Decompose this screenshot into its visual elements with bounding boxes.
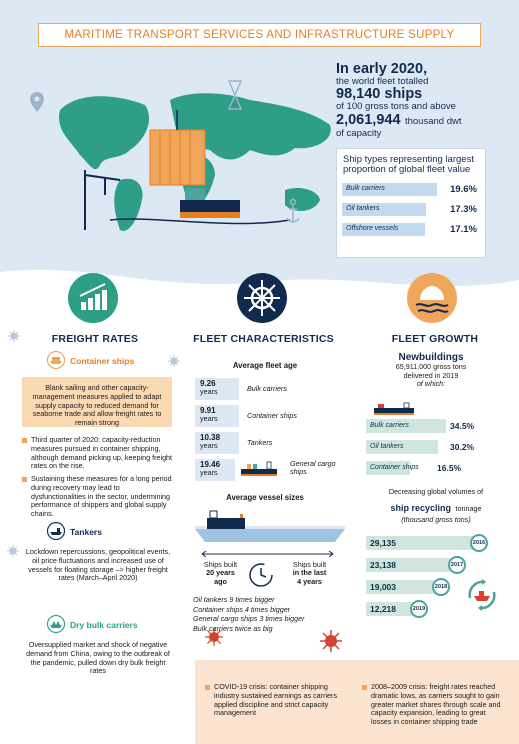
summary-lead: In early 2020,	[336, 61, 428, 77]
label-line: 4 years	[297, 576, 322, 586]
sunrise-sea-icon	[406, 272, 458, 324]
comparison-line: Oil tankers 9 times bigger	[193, 595, 275, 604]
tankers-text: Lockdown repercussions, geopolitical events, oil price fluctuations and increased use of vessels for floating storage –> higher freight rates (March–April 2020)	[25, 547, 171, 583]
location-pin-icon	[30, 92, 44, 112]
dry-bulk-text: Oversupplied market and shock of negative demand from China, owing to the outbreak of the pandemic, pulled down dry bulk freight rates	[26, 640, 170, 676]
freight-chart-icon	[67, 272, 119, 324]
ships-built-20-years-label	[198, 561, 243, 586]
summary-line: of 100 gross tons and above	[336, 101, 456, 113]
age-value: 9.26	[200, 379, 216, 388]
comparison-line: Container ships 4 times bigger	[193, 604, 291, 614]
double-arrow	[200, 551, 335, 557]
ship-type-row	[343, 203, 479, 216]
general-cargo-ship-icon	[239, 461, 279, 477]
ship-type-label: Oil tankers	[346, 204, 380, 212]
ship-type-row	[343, 223, 479, 236]
bullet-item: Sustaining these measures for a long period during recovery may lead to dysfunctionalities in the sector, undermining performance of shippers and global supply chains.	[22, 475, 174, 519]
recycling-year: 2018	[432, 578, 450, 596]
page-title-box	[38, 23, 481, 47]
recycling-year: 2017	[448, 556, 466, 574]
tanker-icon	[47, 522, 65, 540]
newbuild-value: 30.2%	[450, 442, 475, 452]
cargo-ship-icon	[180, 188, 240, 218]
newbuild-row	[366, 419, 496, 433]
time-cycle-icon	[247, 561, 275, 589]
vessel-size-comparisons	[193, 595, 343, 634]
bulk-carrier-icon	[47, 615, 65, 633]
fleet-age-row	[195, 432, 335, 454]
anchor-icon	[283, 198, 303, 226]
ship-type-value: 17.1%	[450, 223, 477, 235]
ship-type-label: Bulk carriers	[346, 184, 385, 192]
recycling-line: tonnage	[455, 503, 482, 513]
newbuildings-sub: delivered in 2019	[403, 370, 459, 380]
fleet-summary	[336, 62, 506, 139]
ship-count: 98,140 ships	[336, 86, 423, 103]
recycling-row	[366, 602, 428, 616]
recycling-line: ship recycling	[390, 502, 452, 513]
fleet-characteristics-heading: FLEET CHARACTERISTICS	[193, 333, 334, 345]
newbuild-label: Bulk carriers	[370, 422, 409, 429]
recycling-value: 19,003	[370, 582, 396, 592]
bullet-item: COVID-19 crisis: container shipping industry sustained earnings as carriers applied discipline and strict capacity management	[205, 683, 345, 718]
recycling-value: 12,218	[370, 604, 396, 614]
newbuildings-sub: 65,911,000 gross tons	[395, 362, 467, 371]
age-type: General cargo ships	[290, 459, 336, 476]
recycling-year: 2016	[470, 534, 488, 552]
recycling-year: 2019	[410, 600, 428, 618]
recycling-ship-icon	[464, 578, 500, 612]
ship-type-label: Offshore vessels	[346, 224, 399, 232]
age-type: Bulk carriers	[247, 384, 287, 393]
average-fleet-age-title: Average fleet age	[232, 361, 298, 370]
newbuild-value: 34.5%	[450, 421, 475, 431]
summary-line: of capacity	[336, 128, 382, 140]
newbuildings-title: Newbuildings	[398, 352, 464, 363]
newbuildings-block	[366, 352, 496, 389]
container-ships-box: Blank sailing and other capacity-management measures applied to adapt supply capacity to reduced demand for seaborne trade and allow freight rates to remain strong	[22, 377, 172, 427]
age-unit: years	[200, 387, 218, 397]
recycling-value: 23,138	[370, 560, 396, 570]
newbuild-label: Oil tankers	[370, 443, 404, 450]
average-vessel-sizes-title: Average vessel sizes	[226, 493, 304, 502]
age-value: 19.46	[200, 460, 221, 469]
fleet-age-row	[195, 378, 335, 400]
label-line: 20 years	[206, 568, 235, 578]
virus-icon	[168, 355, 180, 367]
ship-types-header: Ship types representing largest proportion of global fleet value	[343, 154, 474, 176]
bullet-item: 2008–2009 crisis: freight rates reached dramatic lows, as carriers sought to gain greater market shares through scale and capacity expansion, leading to great losses in container shipping trade	[362, 683, 507, 727]
virus-icon	[7, 545, 19, 557]
ship-types-box	[336, 148, 486, 258]
world-map-illustration	[50, 70, 350, 240]
container-ship-icon	[47, 351, 65, 369]
vessel-size-illustration	[195, 504, 345, 546]
comparison-line: General cargo ships 3 times bigger	[193, 614, 305, 624]
fleet-age-row	[195, 405, 335, 427]
covid-note	[205, 683, 345, 722]
comparison-line: Bulk carriers twice as big	[193, 624, 273, 634]
dwt-unit: thousand dwt	[404, 116, 462, 128]
recycling-block	[366, 488, 506, 524]
label-line: Ships built	[292, 560, 327, 569]
crisis-2008-note	[362, 683, 507, 731]
page-title: MARITIME TRANSPORT SERVICES AND INFRASTRUCTURE SUPPLY	[64, 29, 455, 41]
bullet-item: Third quarter of 2020: capacity-reduction measures pursued in container shipping, although demand picking up, keeping freight rates on the rise.	[22, 436, 174, 471]
age-unit: years	[200, 441, 218, 451]
hourglass-icon	[228, 80, 242, 110]
recycling-row	[366, 558, 466, 572]
container-ships-title: Container ships	[70, 356, 135, 366]
age-unit: years	[200, 468, 218, 478]
ship-type-value: 19.6%	[450, 183, 477, 195]
age-value: 10.38	[200, 433, 221, 442]
ship-wheel-icon	[236, 272, 288, 324]
newbuild-ship-icon	[372, 402, 416, 416]
freight-rates-heading: FREIGHT RATES	[51, 333, 139, 345]
fleet-growth-heading: FLEET GROWTH	[391, 333, 479, 345]
ship-type-row	[343, 183, 479, 196]
recycling-line: (thousand gross tons)	[401, 514, 471, 524]
dwt-value: 2,061,944	[336, 112, 401, 129]
container-bullets	[22, 436, 174, 523]
age-unit: years	[200, 414, 218, 424]
newbuild-label: Container ships	[370, 464, 419, 471]
virus-icon	[8, 330, 20, 342]
age-type: Tankers	[247, 438, 273, 447]
label-line: in the last	[292, 568, 327, 578]
tankers-title: Tankers	[70, 527, 102, 537]
summary-line: the world fleet totalled	[336, 76, 429, 88]
recycling-value: 29,135	[370, 538, 396, 548]
recycling-row	[366, 536, 490, 550]
newbuild-row	[366, 461, 496, 475]
recycling-line: Decreasing global volumes of	[388, 487, 484, 496]
fleet-age-row	[195, 459, 335, 481]
recycling-row	[366, 580, 450, 594]
ships-built-last-4-years-label	[282, 561, 337, 586]
dry-bulk-title: Dry bulk carriers	[70, 620, 138, 630]
label-line: ago	[214, 576, 227, 586]
newbuild-value: 16.5%	[437, 463, 462, 473]
ship-type-value: 17.3%	[450, 203, 477, 215]
label-line: Ships built	[203, 560, 238, 569]
newbuild-row	[366, 440, 496, 454]
newbuildings-sub: of which:	[416, 379, 446, 389]
age-type: Container ships	[247, 411, 297, 420]
age-value: 9.91	[200, 406, 216, 415]
